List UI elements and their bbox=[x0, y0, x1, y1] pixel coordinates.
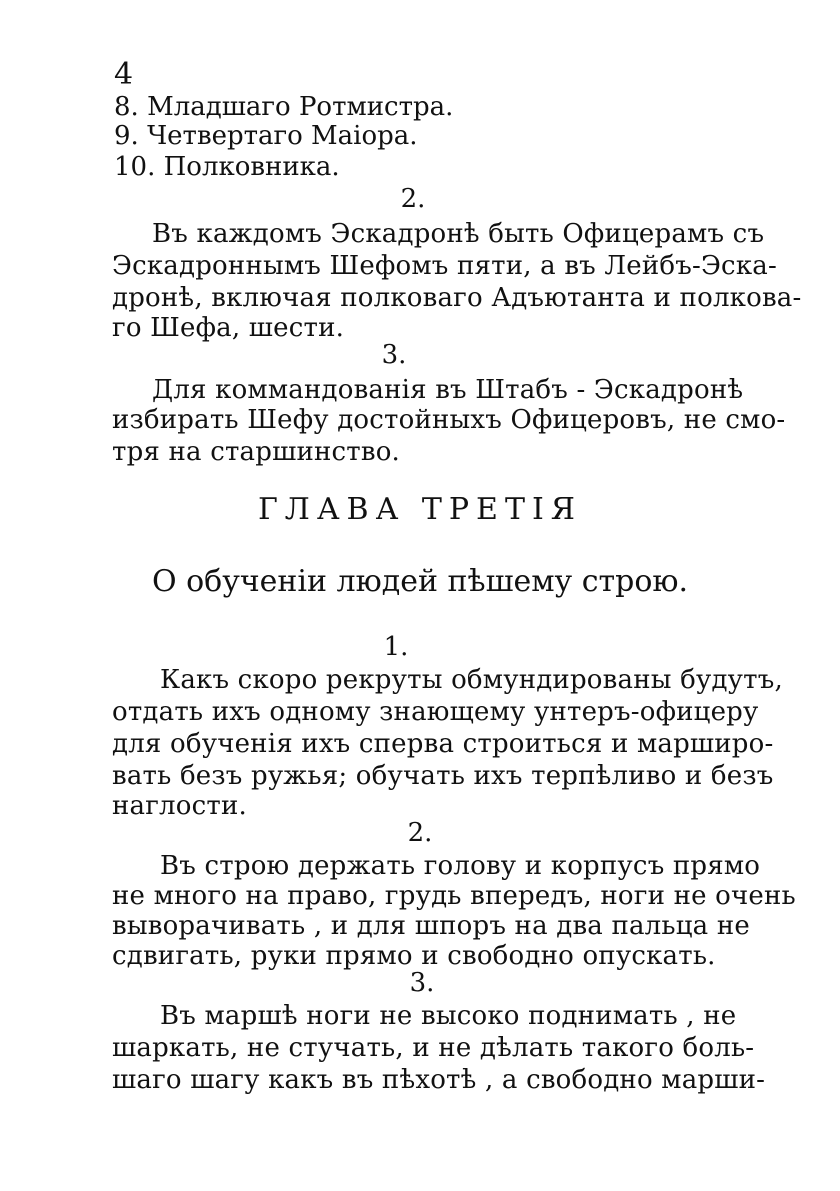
section-number: 2. bbox=[407, 818, 433, 848]
text-line: Эскадроннымъ Шефомъ пяти, а въ Лейбъ-Эска- bbox=[112, 251, 777, 281]
chapter-subtitle: О обученіи людей пѣшему строю. bbox=[151, 564, 689, 599]
text-line: шаркать, не стучать, и не дѣлать такого боль- bbox=[112, 1033, 755, 1063]
text-line: шаго шагу какъ въ пѣхотѣ , а свободно марши- bbox=[112, 1065, 766, 1095]
rank-number: 9. bbox=[114, 121, 139, 151]
rank-text: Младшаго Ротмистра. bbox=[147, 92, 454, 122]
text-line: избирать Шефу достойныхъ Офицеровъ, не смо- bbox=[112, 405, 786, 435]
text-line: Въ строю держать голову и корпусъ прямо bbox=[160, 851, 761, 881]
text-line: Въ каждомъ Эскадронѣ быть Офицерамъ съ bbox=[152, 219, 765, 249]
text-line: вать безъ ружья; обучать ихъ терпѣливо и безъ bbox=[112, 761, 774, 791]
rank-list-item bbox=[114, 152, 340, 182]
rank-text: Полковника. bbox=[163, 152, 340, 182]
chapter-title: ГЛАВА ТРЕТІЯ bbox=[257, 492, 583, 527]
text-line: Для коммандованія въ Штабъ - Эскадронѣ bbox=[152, 375, 744, 405]
section-number: 3. bbox=[381, 340, 407, 370]
section-number: 3. bbox=[409, 968, 435, 998]
text-line: го Шефа, шести. bbox=[112, 313, 345, 343]
text-line: для обученія ихъ сперва строиться и марширо- bbox=[112, 729, 774, 759]
section-number: 1. bbox=[383, 632, 409, 662]
text-line: не много на право, грудь впередъ, ноги не очень bbox=[112, 881, 796, 911]
text-line: выворачивать , и для шпоръ на два пальца не bbox=[112, 911, 750, 941]
text-line: отдать ихъ одному знающему унтеръ-офицеру bbox=[112, 697, 759, 727]
rank-text: Четвертаго Маіора. bbox=[147, 121, 418, 151]
text-line: наглости. bbox=[112, 791, 247, 821]
text-line: сдвигать, руки прямо и свободно опускать. bbox=[112, 941, 716, 971]
section-number: 2. bbox=[400, 184, 426, 214]
text-line: тря на старшинство. bbox=[112, 437, 401, 467]
rank-number: 10. bbox=[114, 152, 156, 182]
rank-number: 8. bbox=[114, 92, 139, 122]
page-number: 4 bbox=[114, 57, 134, 92]
rank-list-item bbox=[114, 92, 453, 122]
text-line: дронѣ, включая полковаго Адъютанта и полкова- bbox=[112, 283, 802, 313]
text-line: Какъ скоро рекруты обмундированы будутъ, bbox=[160, 665, 783, 695]
rank-list-item bbox=[114, 121, 418, 151]
text-line: Въ маршѣ ноги не высоко поднимать , не bbox=[160, 1001, 737, 1031]
